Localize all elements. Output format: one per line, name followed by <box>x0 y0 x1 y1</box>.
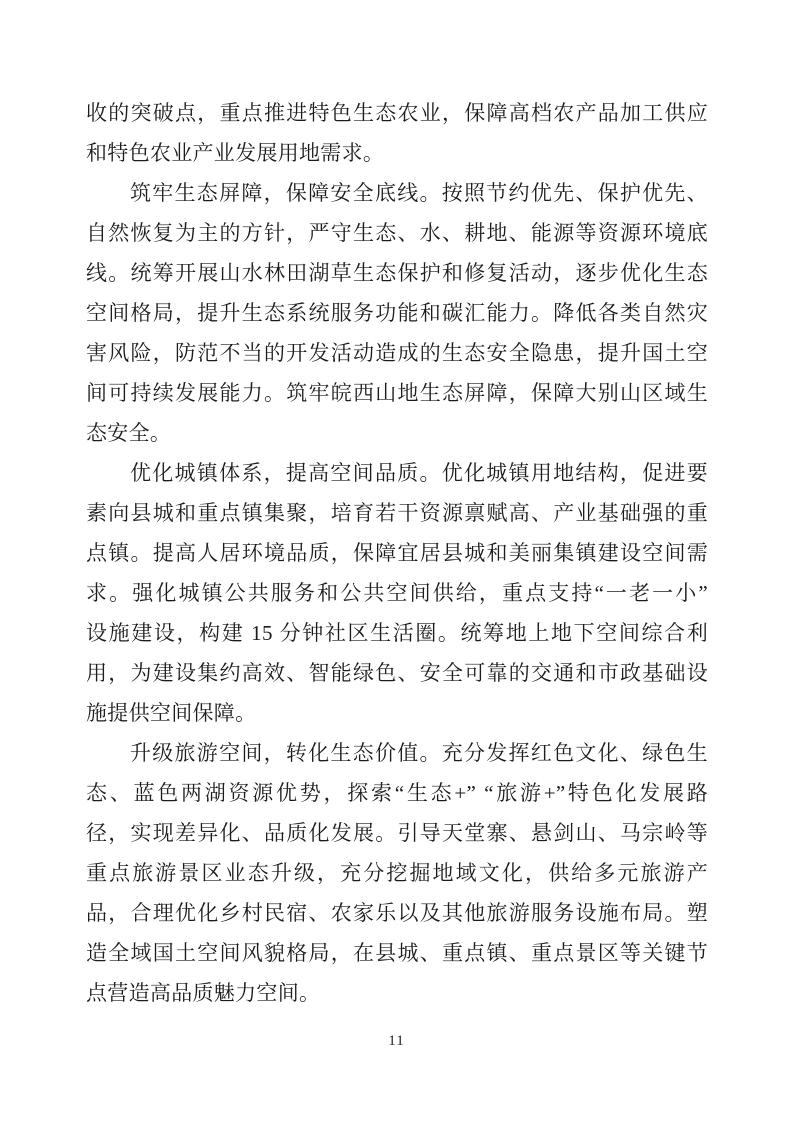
paragraph <box>86 453 708 733</box>
text-line: 素向县城和重点镇集聚，培育若干资源禀赋高、产业基础强的重 <box>86 501 708 525</box>
text-line: 点营造高品质魅力空间。 <box>86 981 321 1005</box>
text-line: 态安全。 <box>86 421 172 445</box>
page-number: 11 <box>388 1033 405 1049</box>
text-line: 点镇。提高人居环境品质，保障宜居县城和美丽集镇建设空间需 <box>86 541 708 565</box>
text-line: 收的突破点，重点推进特色生态农业，保障高档农产品加工供应 <box>86 101 708 125</box>
text-line: 造全域国土空间风貌格局，在县城、重点镇、重点景区等关键节 <box>86 941 708 965</box>
text-line: 间可持续发展能力。筑牢皖西山地生态屏障，保障大别山区域生 <box>86 381 708 405</box>
page-footer <box>0 1032 793 1050</box>
document-body <box>86 93 708 1013</box>
text-line: 品，合理优化乡村民宿、农家乐以及其他旅游服务设施布局。塑 <box>86 901 708 925</box>
text-line: 重点旅游景区业态升级，充分挖掘地域文化，供给多元旅游产 <box>86 861 708 885</box>
text-line: 态、蓝色两湖资源优势，探索“生态+” “旅游+”特色化发展路 <box>86 781 708 805</box>
paragraph <box>86 733 708 1013</box>
text-line: 优化城镇体系，提高空间品质。优化城镇用地结构，促进要 <box>130 461 708 485</box>
text-line: 筑牢生态屏障，保障安全底线。按照节约优先、保护优先、 <box>130 181 708 205</box>
text-line: 用，为建设集约高效、智能绿色、安全可靠的交通和市政基础设 <box>86 661 708 685</box>
paragraph <box>86 173 708 453</box>
text-line: 空间格局，提升生态系统服务功能和碳汇能力。降低各类自然灾 <box>86 301 708 325</box>
text-line: 升级旅游空间，转化生态价值。充分发挥红色文化、绿色生 <box>130 741 708 765</box>
text-line: 和特色农业产业发展用地需求。 <box>86 141 385 165</box>
text-line: 自然恢复为主的方针，严守生态、水、耕地、能源等资源环境底 <box>86 221 708 245</box>
text-line: 害风险，防范不当的开发活动造成的生态安全隐患，提升国土空 <box>86 341 708 365</box>
text-line: 施提供空间保障。 <box>86 701 257 725</box>
text-line: 求。强化城镇公共服务和公共空间供给，重点支持“一老一小” <box>86 581 708 605</box>
text-line: 线。统筹开展山水林田湖草生态保护和修复活动，逐步优化生态 <box>86 261 708 285</box>
text-line: 径，实现差异化、品质化发展。引导天堂寨、悬剑山、马宗岭等 <box>86 821 708 845</box>
paragraph <box>86 93 708 173</box>
text-line: 设施建设，构建 15 分钟社区生活圈。统筹地上地下空间综合利 <box>86 621 708 645</box>
